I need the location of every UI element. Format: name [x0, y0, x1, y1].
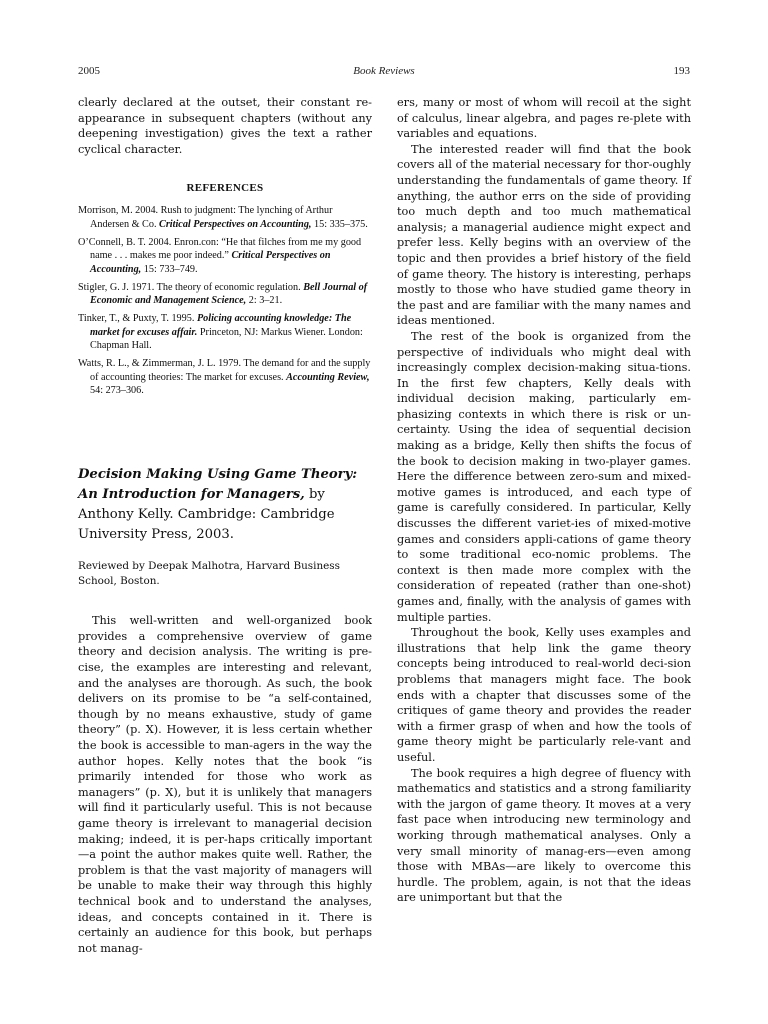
page-number: 193: [673, 65, 690, 77]
reference-entry: Morrison, M. 2004. Rush to judgment: The lynching of Arthur Andersen & Co. Critical Perspectives on Accounting, 15: 335–375.: [78, 205, 368, 230]
book-review-title: [78, 465, 372, 545]
reference-entry: Watts, R. L., & Zimmerman, J. L. 1979. The demand for and the supply of accounting theories: The market for excuses. Accounting Review, 54: 273–306.: [78, 358, 371, 396]
reviewer-line: Reviewed by Deepak Malhotra, Harvard Business School, Boston.: [78, 560, 340, 588]
reference-entry: Tinker, T., & Puxty, T. 1995. Policing accounting knowledge: The market for excuses affair. Princeton, NJ: Markus Wiener. London: Chapman Hall.: [78, 313, 363, 352]
reference-entry: Stigler, G. J. 1971. The theory of economic regulation. Bell Journal of Economic and Management Science, 2: 3–21.: [78, 281, 368, 307]
right-column: [397, 95, 691, 906]
left-column: [78, 95, 372, 956]
book-title: Decision Making Using Game Theory: An Introduction for Managers,: [78, 467, 358, 503]
continued-paragraph: clearly declared at the outset, their constant re-appearance in subsequent chapters (without any deepening investigation) gives the text a rather cyclical character.: [78, 96, 372, 156]
references-list: [78, 204, 372, 397]
running-header-section: Book Reviews: [353, 65, 415, 77]
book-citation: by Anthony Kelly. Cambridge: Cambridge University Press, 2003.: [78, 487, 335, 543]
continued-paragraph: ers, many or most of whom will recoil at the sight of calculus, linear algebra, and pages re-plete with variables and equations.: [397, 96, 691, 141]
references-heading: REFERENCES: [186, 182, 264, 195]
review-paragraph: This well-written and well-organized book provides a comprehensive overview of game theory and decision analysis. The writing is pre-cise, the examples are interesting and relevant, and the analyses are thorough. As such, the book delivers on its promise to be “a self-contained, though by no means exhaustive, study of game theory” (p. X). However, it is less certain whether the book is accessible to man-agers in the way the author hopes. Kelly notes that the book “is primarily intended for those who work as managers” (p. X), but it is unlikely that managers will find it particularly useful. This is not because game theory is irrelevant to managerial decision making; indeed, it is per-haps critically important—a point the author makes quite well. Rather, the problem is that the vast majority of managers will be unable to make their way through this highly technical book and to understand the analyses, ideas, and concepts contained in it. There is certainly an audience for this book, but perhaps not manag-: [78, 614, 372, 955]
running-header-year: 2005: [78, 65, 100, 77]
review-paragraph: The rest of the book is organized from the perspective of individuals who might deal with increasingly complex decision-making situa-tions. In the first few chapters, Kelly deals with individual decision making, particularly em-phasizing contexts in which there is risk or un-certainty. Using the idea of sequential decision making as a bridge, Kelly then shifts the focus of the book to decision making in two-player games. Here the difference between zero-sum and mixed-motive games is introduced, and each type of game is carefully considered. In particular, Kelly discusses the different variet-ies of mixed-motive games and considers appli-cations of game theory to some traditional eco-nomic problems. The context is then made more complex with the consideration of repeated (rather than one-shot) games and, finally, with the analysis of games with multiple parties.: [397, 329, 691, 624]
reference-entry: O’Connell, B. T. 2004. Enron.con: “He that filches from me my good name . . . makes me poor indeed.” Critical Perspectives on Accounting, 15: 733–749.: [78, 236, 362, 275]
review-paragraph: Throughout the book, Kelly uses examples and illustrations that help link the game theory concepts being introduced to real-world deci-sion problems that managers might face. The book ends with a chapter that discusses some of the critiques of game theory and provides the reader with a firmer grasp of when and how the tools of game theory might be particularly rele-vant and useful.: [397, 626, 691, 764]
review-paragraph: The interested reader will find that the book covers all of the material necessary for thor-oughly understanding the fundamentals of game theory. If anything, the author errs on the side of providing too much depth and too much mathematical analysis; a managerial audience might expect and prefer less. Kelly begins with an overview of the topic and then provides a brief history of the field of game theory. The history is interesting, perhaps mostly to those who have studied game theory in the past and are familiar with the many names and ideas mentioned.: [397, 142, 691, 328]
review-paragraph: The book requires a high degree of fluency with mathematics and statistics and a strong familiarity with the jargon of game theory. It moves at a very fast pace when introducing new terminology and working through mathematical analyses. Only a very small minority of manag-ers—even among those with MBAs—are likely to overcome this hurdle. The problem, again, is not that the ideas are unimportant but that the: [397, 766, 691, 905]
